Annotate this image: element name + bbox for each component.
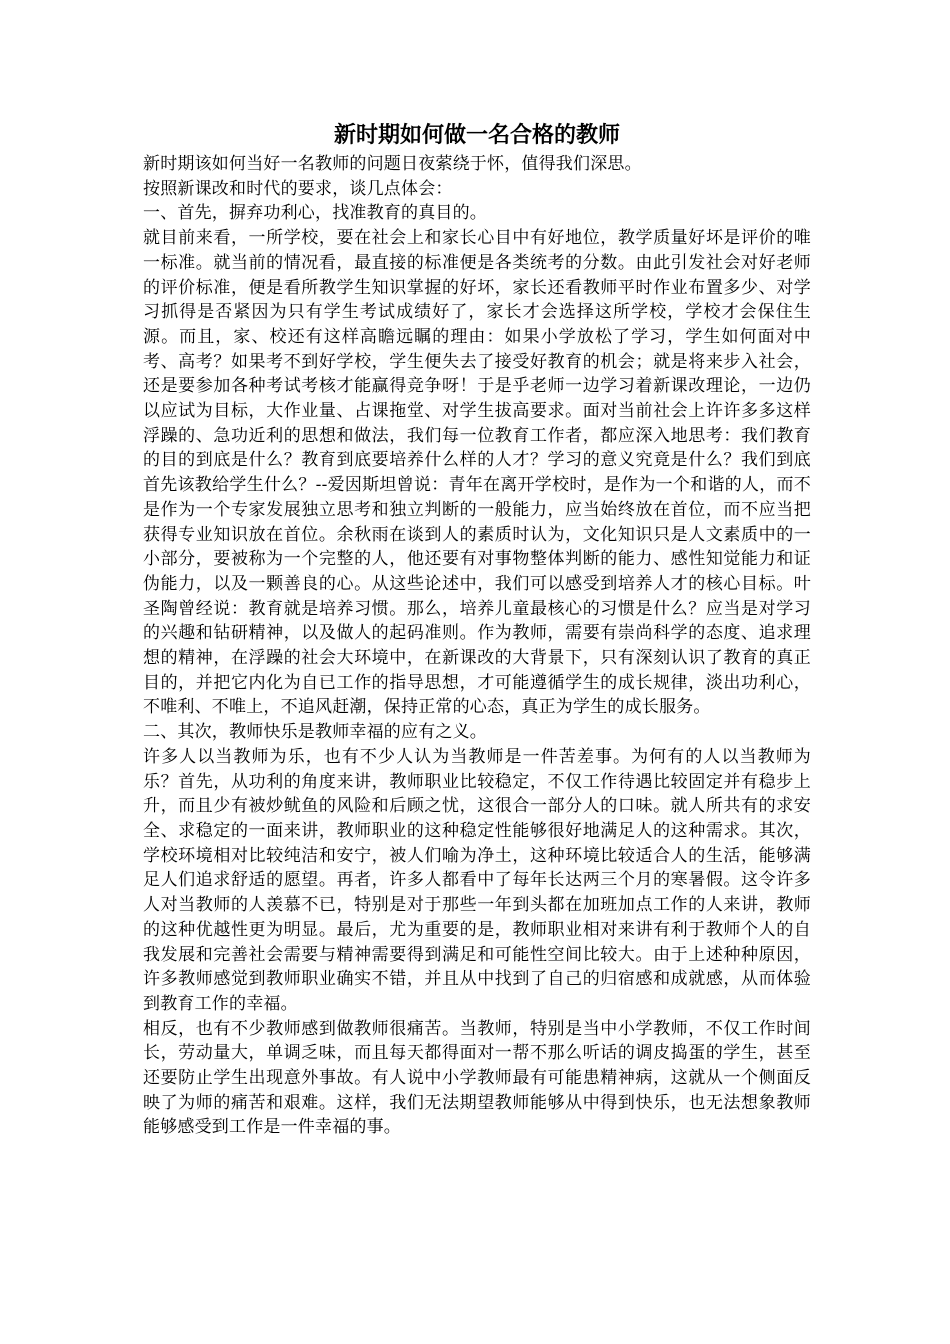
section-heading-1: 一、首先，摒弃功利心，找准教育的真目的。 [143,203,487,224]
paragraph-intro: 新时期该如何当好一名教师的问题日夜萦绕于怀，值得我们深思。 [143,154,642,174]
paragraph-lead: 按照新课改和时代的要求，谈几点体会： [143,178,453,199]
section-heading-2: 二、其次，教师快乐是教师幸福的应有之义。 [143,722,487,743]
paragraph-body-2: 许多人以当教师为乐，也有不少人认为当教师是一件苦差事。为何有的人以当教师为乐？首先，从功利的角度来讲，教师职业比较稳定，不仅工作待遇比较固定并有稳步上升，而且少有被炒鱿鱼的风险和后顾之忧，这很合一部分人的口味。就人所共有的求安全、求稳定的一面来讲，教师职业的这种稳定性能够很好地满足人的这种需求。其次，学校环境相对比较纯洁和安宁，被人们喻为净土，这种环境比较适合人的生活，能够满足人们追求舒适的愿望。再者，许多人都看中了每年长达两三个月的寒暑假。这令许多人对当教师的人羡慕不已，特别是对于那些一年到头都在加班加点工作的人来讲，教师的这种优越性更为明显。最后，尤为重要的是，教师职业相对来讲有利于教师个人的自我发展和完善社会需要与精神需要得到满足和可能性空间比较大。由于上述种种原因，许多教师感觉到教师职业确实不错，并且从中找到了自己的归宿感和成就感，从而体验到教育工作的幸福。 [143,746,811,1014]
document-title: 新时期如何做一名合格的教师 [333,122,620,148]
document-page [143,120,811,1140]
paragraph-body-3: 相反，也有不少教师感到做教师很痛苦。当教师，特别是当中小学教师，不仅工作时间长，劳动量大，单调乏味，而且每天都得面对一帮不那么听话的调皮捣蛋的学生，甚至还要防止学生出现意外事故。有人说中小学教师最有可能患精神病，这就从一个侧面反映了为师的痛苦和艰难。这样，我们无法期望教师能够从中得到快乐，也无法想象教师能够感受到工作是一件幸福的事。 [143,1018,811,1138]
paragraph-body-1: 就目前来看，一所学校，要在社会上和家长心目中有好地位，教学质量好坏是评价的唯一标准。就当前的情况看，最直接的标准便是各类统考的分数。由此引发社会对好老师的评价标准，便是看所教学生知识掌握的好坏，家长还看教师平时作业布置多少、对学习抓得是否紧因为只有学生考试成绩好了，家长才会选择这所学校，学校才会保住生源。而且，家、校还有这样高瞻远瞩的理由：如果小学放松了学习，学生如何面对中考、高考？如果考不到好学校，学生便失去了接受好教育的机会；就是将来步入社会，还是要参加各种考试考核才能赢得竞争呀！于是乎老师一边学习着新课改理论，一边仍以应试为目标，大作业量、占课拖堂、对学生拔高要求。面对当前社会上许许多多这样浮躁的、急功近利的思想和做法，我们每一位教育工作者，都应深入地思考：我们教育的目的到底是什么？教育到底要培养什么样的人才？学习的意义究竟是什么？我们到底首先该教给学生什么？--爱因斯坦曾说：青年在离开学校时，是作为一个和谐的人，而不是作为一个专家发展独立思考和独立判断的一般能力，应当始终放在首位，而不应当把获得专业知识放在首位。余秋雨在谈到人的素质时认为，文化知识只是人文素质中的一小部分，要被称为一个完整的人，他还要有对事物整体判断的能力、感性知觉能力和证伪能力，以及一颗善良的心。从这些论述中，我们可以感受到培养人才的核心目标。叶圣陶曾经说：教育就是培养习惯。那么，培养儿童最核心的习惯是什么？应当是对学习的兴趣和钻研精神，以及做人的起码准则。作为教师，需要有崇尚科学的态度、追求理想的精神，在浮躁的社会大环境中，在新课改的大背景下，只有深刻认识了教育的真正目的，并把它内化为自已工作的指导思想，才可能遵循学生的成长规律，淡出功利心，不唯利、不唯上，不追风赶潮，保持正常的心态，真正为学生的成长服务。 [143,228,811,718]
